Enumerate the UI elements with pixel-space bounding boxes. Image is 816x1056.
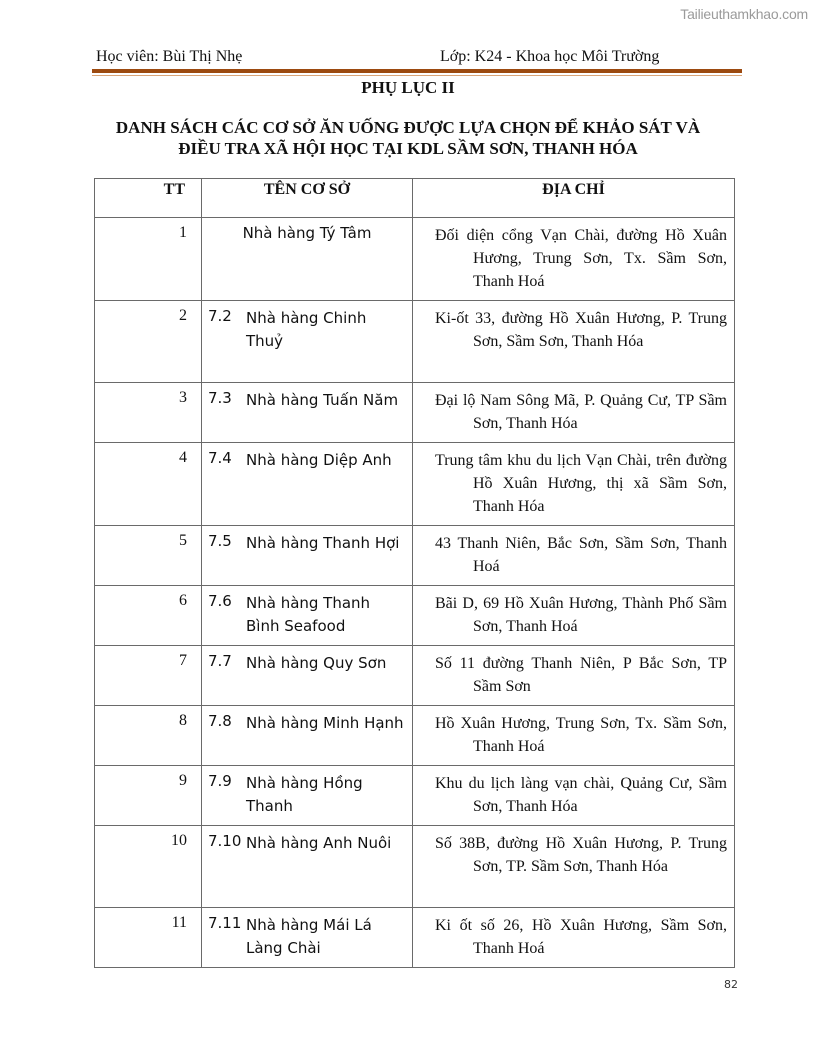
facility-address: Ki ốt số 26, Hồ Xuân Hương, Sầm Sơn, Thanh Hoá: [413, 908, 735, 968]
facility-name-text: Nhà hàng Thanh Hợi: [246, 534, 400, 552]
facility-name: [202, 908, 413, 968]
facility-table: [94, 178, 735, 968]
table-row: [95, 646, 735, 706]
facility-name: [202, 766, 413, 826]
facility-name-text: Nhà hàng Anh Nuôi: [246, 834, 392, 852]
facility-name: [202, 218, 413, 301]
row-number: 4: [95, 443, 202, 526]
column-header-tt: TT: [95, 179, 202, 218]
facility-code: 7.3: [208, 389, 232, 407]
table-row: [95, 586, 735, 646]
student-name: Học viên: Bùi Thị Nhẹ: [96, 48, 243, 65]
facility-name-text: Nhà hàng Thanh Bình Seafood: [246, 594, 371, 635]
table-row: [95, 766, 735, 826]
row-number: 3: [95, 383, 202, 443]
row-number: 6: [95, 586, 202, 646]
list-title-line-2: ĐIỀU TRA XÃ HỘI HỌC TẠI KDL SẦM SƠN, THANH HÓA: [178, 139, 638, 158]
facility-name-text: Nhà hàng Chinh Thuỷ: [246, 309, 367, 350]
facility-name-text: Nhà hàng Diệp Anh: [246, 451, 392, 469]
facility-name-text: Nhà hàng Minh Hạnh: [246, 714, 404, 732]
facility-code: 7.4: [208, 449, 232, 467]
table-row: [95, 301, 735, 383]
facility-name: [202, 706, 413, 766]
facility-name-text: Nhà hàng Tý Tâm: [242, 224, 372, 242]
facility-name: [202, 443, 413, 526]
table-row: [95, 526, 735, 586]
header-rule-thin: [92, 75, 742, 76]
table-row: [95, 826, 735, 908]
facility-address: 43 Thanh Niên, Bắc Sơn, Sầm Sơn, Thanh Hoá: [413, 526, 735, 586]
facility-name-text: Nhà hàng Hồng Thanh: [246, 774, 363, 815]
list-title: [60, 117, 756, 159]
header-rule-thick: [92, 69, 742, 73]
facility-name-text: Nhà hàng Tuấn Năm: [246, 391, 399, 409]
facility-code: 7.8: [208, 712, 232, 730]
facility-name: [202, 383, 413, 443]
row-number: 11: [95, 908, 202, 968]
facility-code: 7.10: [208, 832, 242, 850]
row-number: 5: [95, 526, 202, 586]
facility-name: [202, 826, 413, 908]
facility-address: Bãi D, 69 Hồ Xuân Hương, Thành Phố Sầm Sơn, Thanh Hoá: [413, 586, 735, 646]
facility-name: [202, 646, 413, 706]
row-number: 8: [95, 706, 202, 766]
table-row: [95, 218, 735, 301]
row-number: 7: [95, 646, 202, 706]
page-header: [96, 48, 740, 68]
facility-address: Số 38B, đường Hồ Xuân Hương, P. Trung Sơn, TP. Sầm Sơn, Thanh Hóa: [413, 826, 735, 908]
facility-address: Trung tâm khu du lịch Vạn Chài, trên đường Hồ Xuân Hương, thị xã Sầm Sơn, Thanh Hóa: [413, 443, 735, 526]
facility-address: Khu du lịch làng vạn chài, Quảng Cư, Sầm Sơn, Thanh Hóa: [413, 766, 735, 826]
facility-name: [202, 586, 413, 646]
facility-code: 7.6: [208, 592, 232, 610]
appendix-title: PHỤ LỤC II: [361, 78, 455, 97]
facility-address: Hồ Xuân Hương, Trung Sơn, Tx. Sầm Sơn, Thanh Hoá: [413, 706, 735, 766]
watermark: Tailieuthamkhao.com: [680, 6, 808, 22]
class-name: Lớp: K24 - Khoa học Môi Trường: [440, 48, 660, 65]
table-row: [95, 443, 735, 526]
facility-name-text: Nhà hàng Mái Lá Làng Chài: [246, 916, 372, 957]
facility-code: 7.5: [208, 532, 232, 550]
facility-name: [202, 301, 413, 383]
page-number: 82: [724, 978, 738, 991]
facility-code: 7.9: [208, 772, 232, 790]
table-row: [95, 383, 735, 443]
facility-address: Đại lộ Nam Sông Mã, P. Quảng Cư, TP Sầm Sơn, Thanh Hóa: [413, 383, 735, 443]
table-header-row: [95, 179, 735, 218]
facility-address: Số 11 đường Thanh Niên, P Bắc Sơn, TP Sầm Sơn: [413, 646, 735, 706]
table-row: [95, 908, 735, 968]
table-row: [95, 706, 735, 766]
column-header-address: ĐỊA CHỈ: [413, 179, 735, 218]
facility-address: Đối diện cổng Vạn Chài, đường Hồ Xuân Hương, Trung Sơn, Tx. Sầm Sơn, Thanh Hoá: [413, 218, 735, 301]
row-number: 1: [95, 218, 202, 301]
row-number: 10: [95, 826, 202, 908]
facility-code: 7.7: [208, 652, 232, 670]
facility-code: 7.11: [208, 914, 242, 932]
row-number: 2: [95, 301, 202, 383]
row-number: 9: [95, 766, 202, 826]
facility-name-text: Nhà hàng Quy Sơn: [246, 654, 387, 672]
list-title-line-1: DANH SÁCH CÁC CƠ SỞ ĂN UỐNG ĐƯỢC LỰA CHỌN ĐỂ KHẢO SÁT VÀ: [115, 118, 701, 137]
facility-name: [202, 526, 413, 586]
facility-address: Ki-ốt 33, đường Hồ Xuân Hương, P. Trung Sơn, Sầm Sơn, Thanh Hóa: [413, 301, 735, 383]
facility-code: 7.2: [208, 307, 232, 325]
column-header-name: TÊN CƠ SỞ: [202, 179, 413, 218]
